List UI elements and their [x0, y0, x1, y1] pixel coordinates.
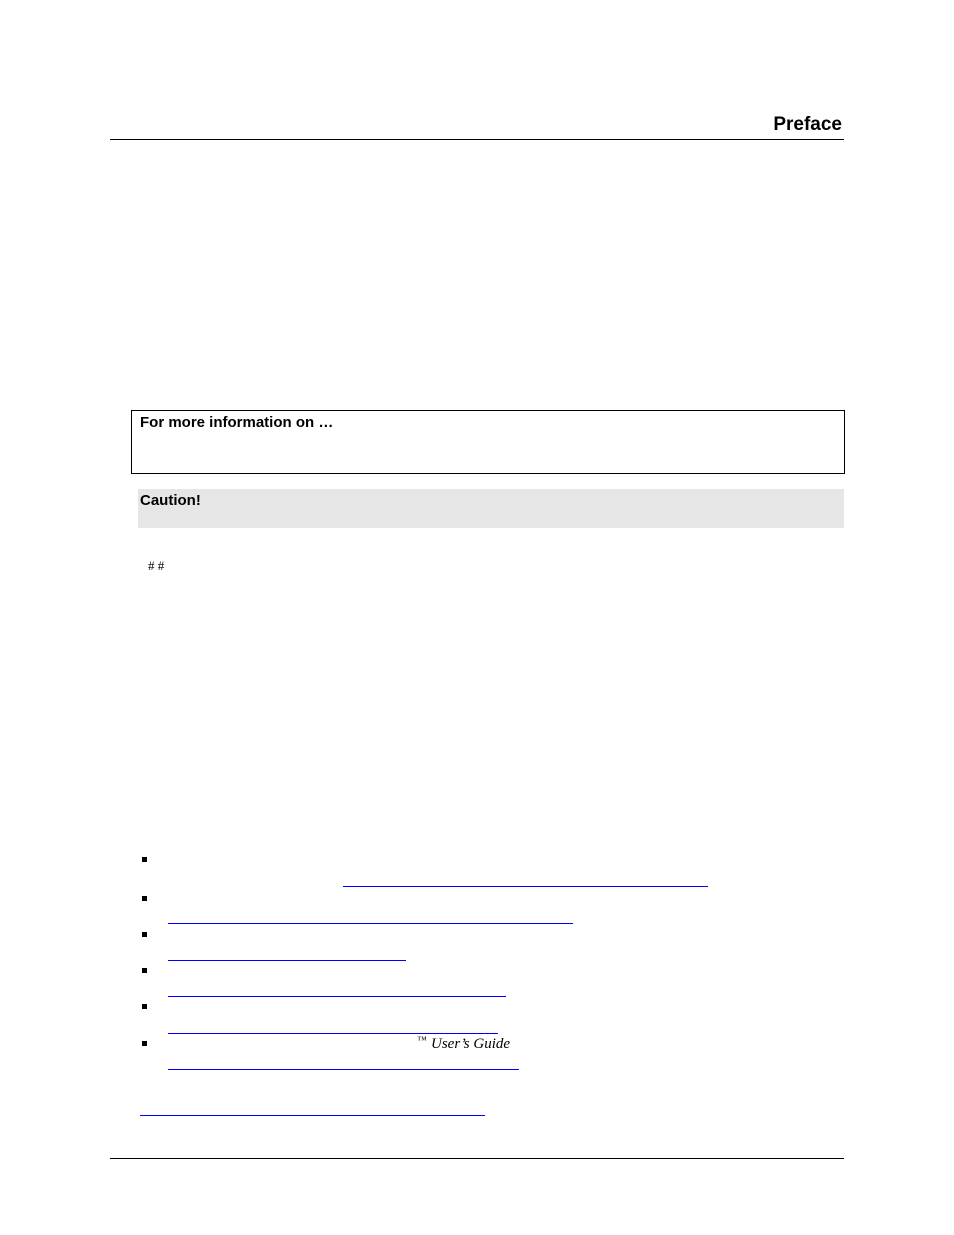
info-callout-box	[131, 410, 845, 474]
trademark-symbol: ™	[417, 1035, 427, 1046]
list-link[interactable]	[168, 960, 406, 961]
bullet-icon	[142, 932, 147, 937]
bullet-icon	[142, 896, 147, 901]
stray-hash-text: # #	[148, 558, 165, 573]
list-link[interactable]	[168, 1033, 498, 1034]
page-title: Preface	[773, 114, 842, 135]
footer-rule	[110, 1158, 844, 1159]
list-link[interactable]	[168, 996, 506, 997]
bullet-icon	[142, 857, 147, 862]
bullet-icon	[142, 968, 147, 973]
caution-label: Caution!	[140, 492, 201, 509]
list-link[interactable]	[168, 1069, 519, 1070]
bullet-icon	[142, 1041, 147, 1046]
list-link[interactable]	[168, 923, 573, 924]
caution-callout-box	[138, 489, 844, 528]
bullet-icon	[142, 1004, 147, 1009]
list-link[interactable]	[343, 886, 708, 887]
info-callout-label: For more information on …	[140, 414, 334, 431]
footer-link[interactable]	[140, 1115, 485, 1116]
users-guide-text: User’s Guide	[431, 1036, 511, 1052]
header-rule	[110, 139, 844, 140]
